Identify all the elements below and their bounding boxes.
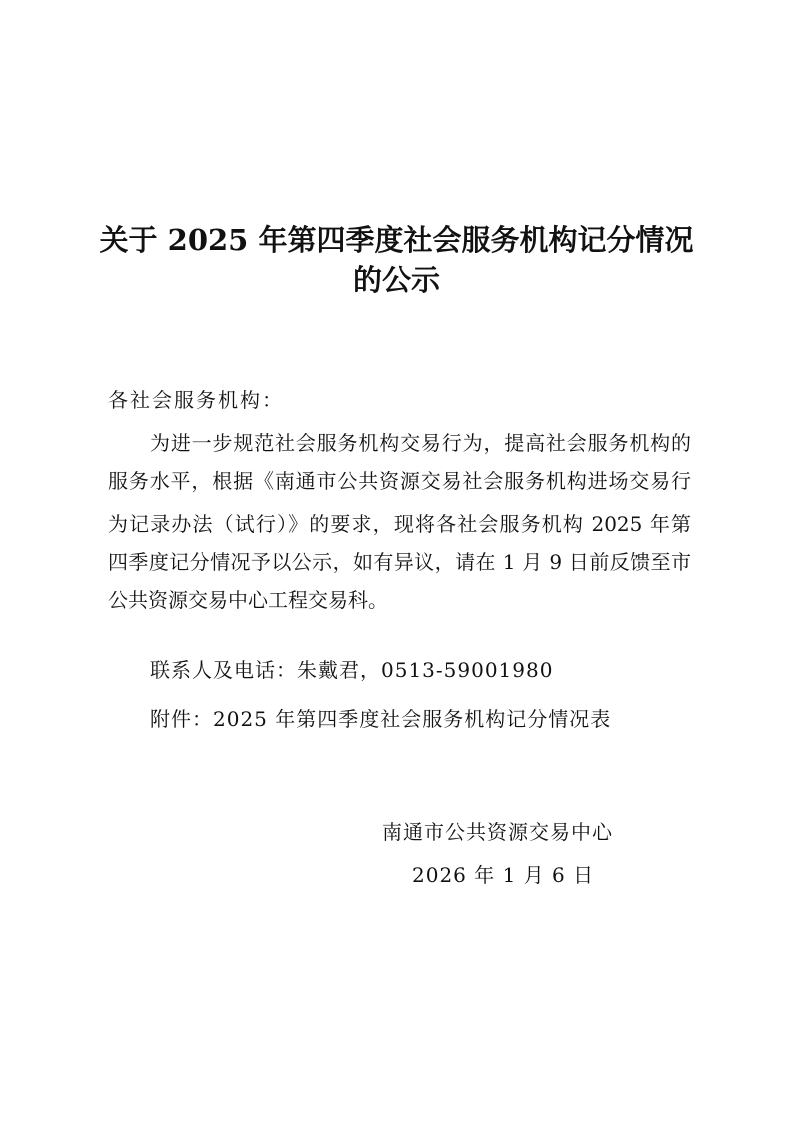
- body-line-2: 服务水平，根据《南通市公共资源交易社会服务机构进场交易行: [108, 469, 691, 493]
- signature-organization: 南通市公共资源交易中心: [382, 820, 613, 844]
- signature-date: 2026 年 1 月 6 日: [412, 863, 595, 887]
- body-line-3: 为记录办法（试行）》的要求，现将各社会服务机构 2025 年第: [108, 512, 691, 536]
- salutation: 各社会服务机构：: [108, 388, 284, 412]
- attachment-note: 附件：2025 年第四季度社会服务机构记分情况表: [150, 707, 612, 731]
- body-line-4: 四季度记分情况予以公示，如有异议，请在 1 月 9 日前反馈至市: [108, 550, 691, 574]
- document-title-line2: 的公示: [352, 263, 440, 297]
- contact-info: 联系人及电话：朱戴君，0513-59001980: [150, 658, 554, 682]
- body-line-5: 公共资源交易中心工程交易科。: [108, 588, 388, 612]
- body-line-1: 为进一步规范社会服务机构交易行为，提高社会服务机构的: [150, 431, 691, 455]
- document-title-line1: 关于 2025 年第四季度社会服务机构记分情况: [99, 223, 694, 257]
